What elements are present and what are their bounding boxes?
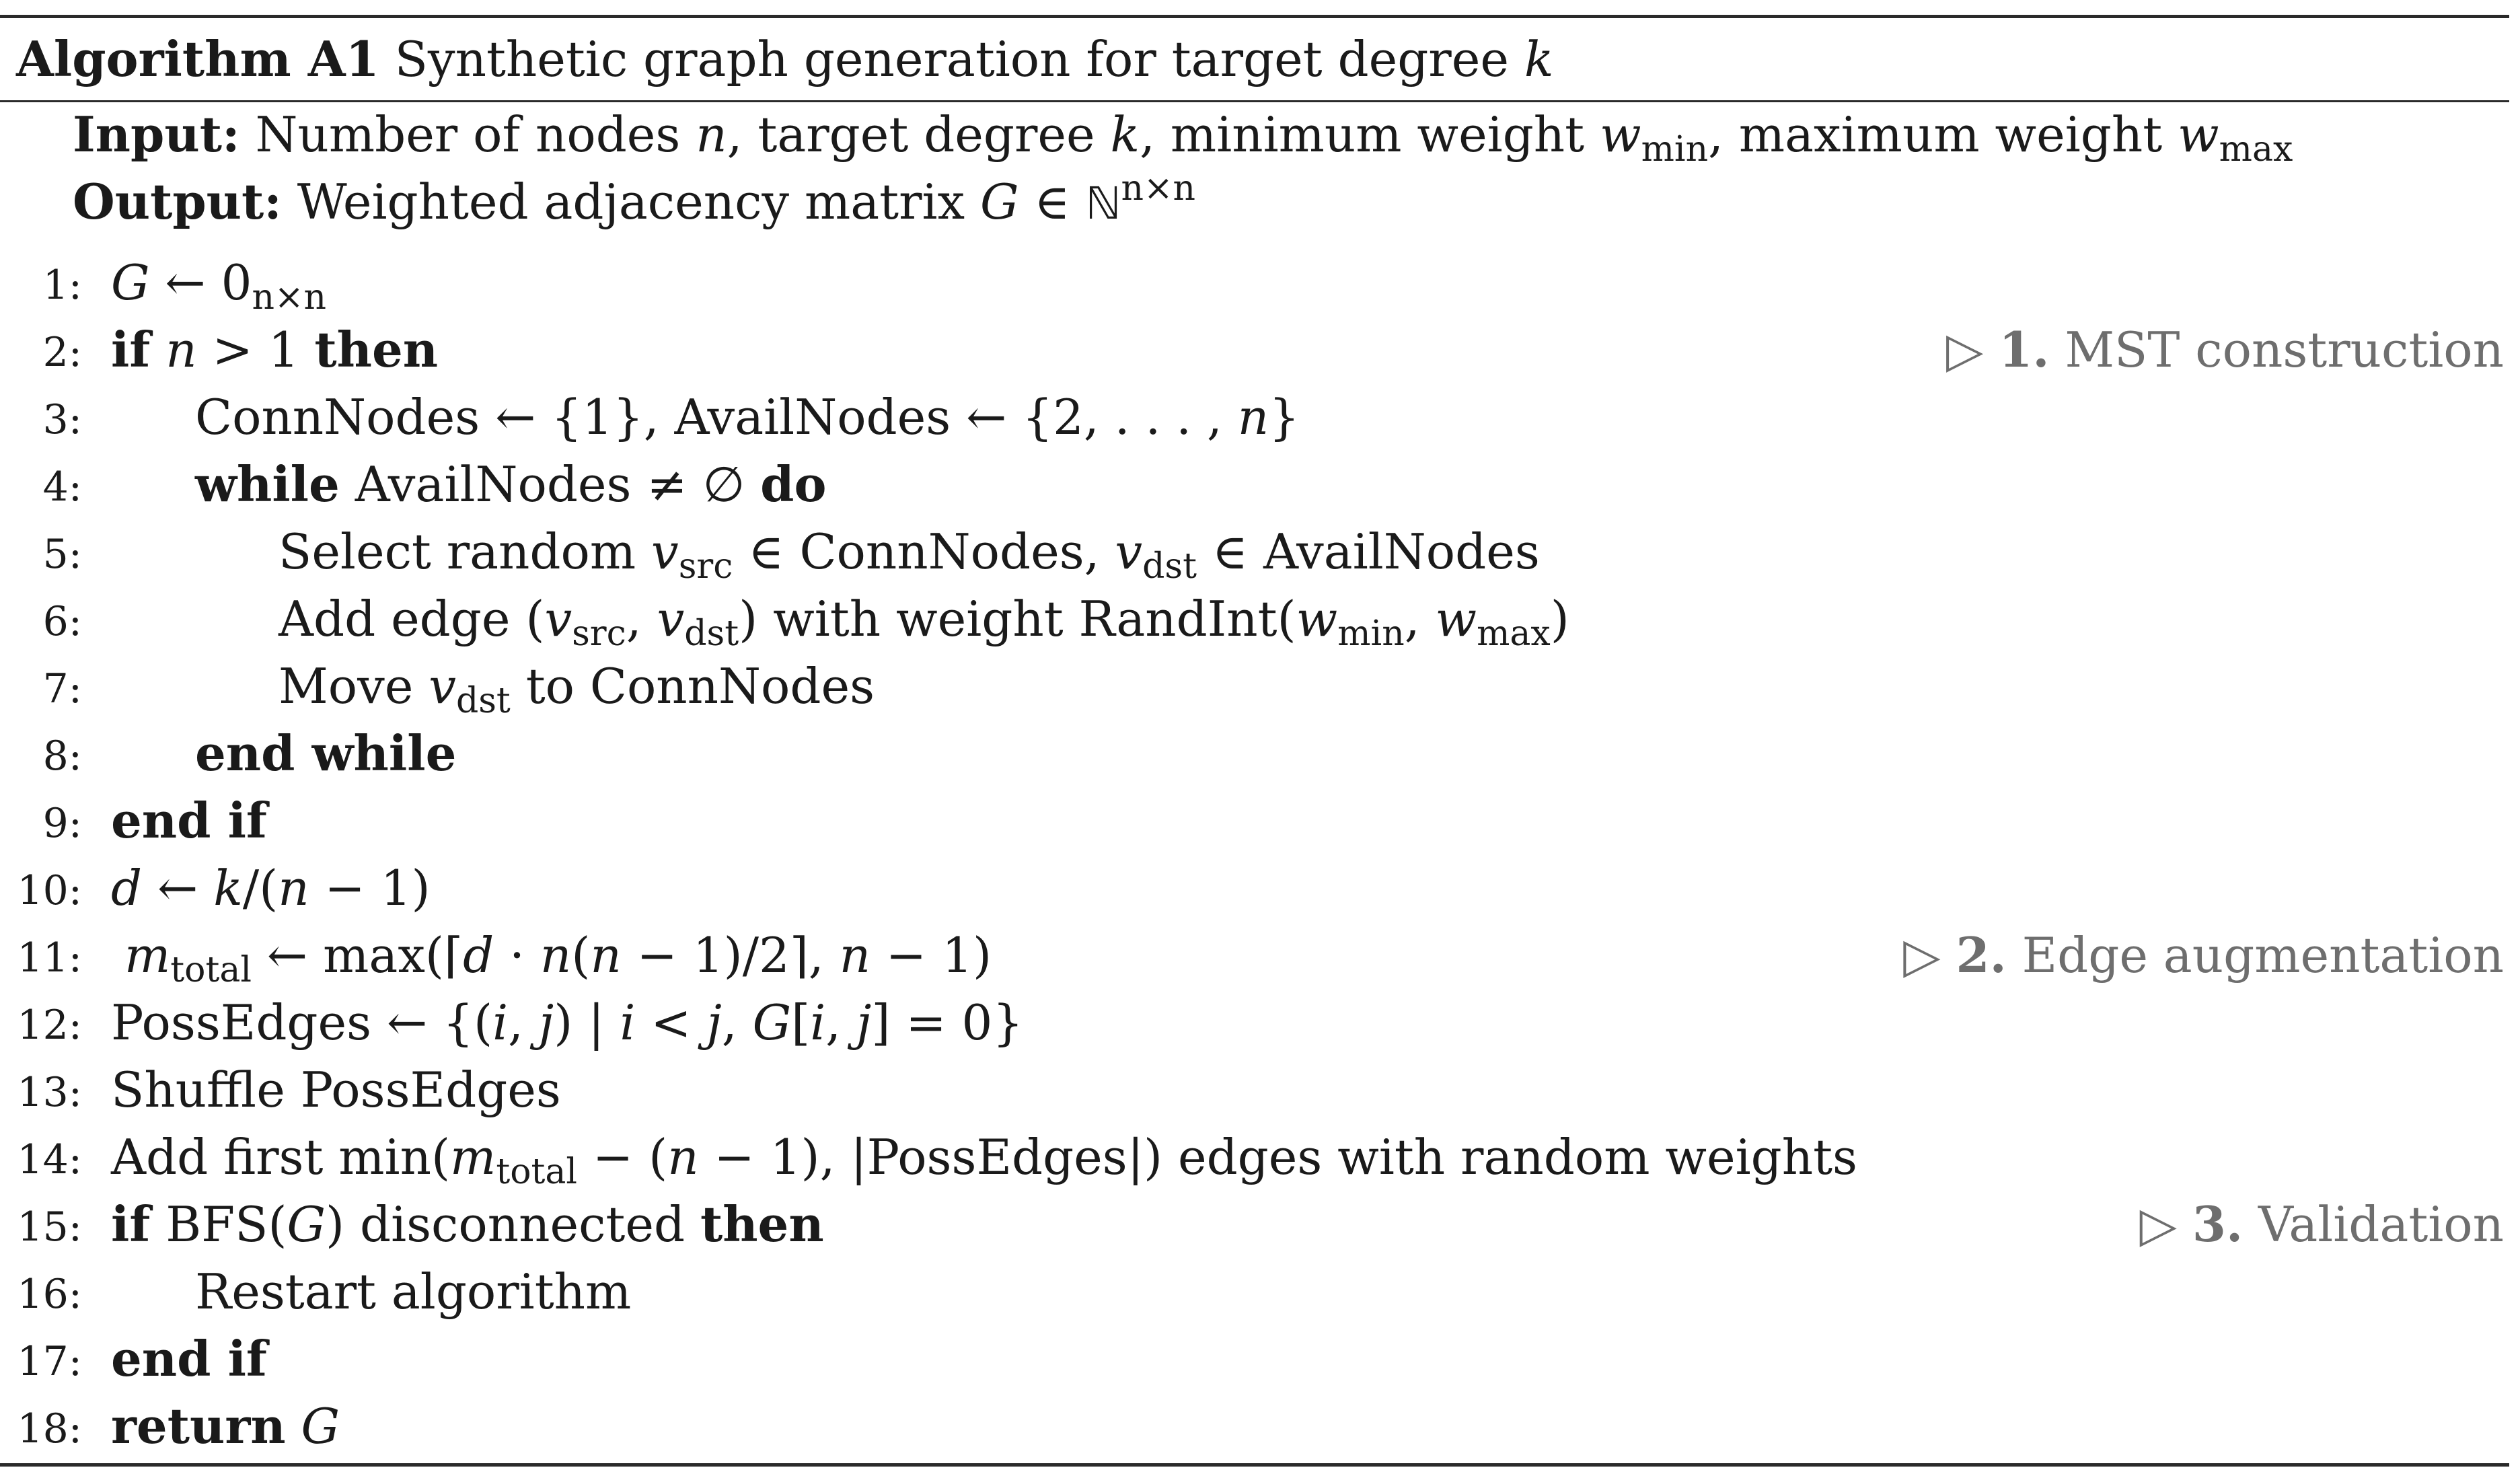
code-var: G	[285, 1398, 340, 1454]
code-text: − 1)	[870, 927, 992, 984]
line-number: 5:	[42, 531, 82, 578]
line-code	[195, 451, 827, 518]
algo-line-2	[0, 316, 2509, 383]
algorithm-caption	[16, 26, 1553, 93]
line-code	[111, 1393, 340, 1460]
line-number: 4:	[42, 464, 82, 511]
output-superscript: n×n	[1121, 168, 1196, 209]
code-text: ) disconnected	[326, 1196, 700, 1253]
keyword: if	[111, 1195, 151, 1253]
code-subscript: total	[170, 950, 252, 990]
line-number: 16:	[17, 1271, 82, 1318]
code-var: n	[150, 322, 197, 378]
comment-text: MST construction	[2049, 322, 2504, 378]
code-subscript: n×n	[252, 277, 326, 318]
code-var: v	[1115, 523, 1143, 580]
code-text: }	[1269, 389, 1300, 445]
code-text: − 1)	[309, 860, 431, 916]
algo-line-17	[0, 1325, 2509, 1393]
comment-number: 2.	[1956, 926, 2007, 984]
input-var: w	[2178, 106, 2219, 163]
code-text: ) |	[554, 994, 620, 1051]
code-text: [	[791, 994, 811, 1051]
code-text: to ConnNodes	[510, 658, 875, 714]
line-code	[111, 1123, 1857, 1191]
code-var: v	[544, 591, 572, 647]
algo-line-12	[0, 989, 2509, 1056]
code-text: ConnNodes ← {1}, AvailNodes ← {2, . . . ,	[195, 389, 1238, 445]
input-subscript: max	[2219, 129, 2293, 170]
code-var: j	[538, 994, 554, 1051]
code-subscript: min	[1337, 614, 1405, 654]
code-var: d	[463, 927, 494, 984]
algo-line-18	[0, 1393, 2509, 1460]
code-var: v	[651, 523, 679, 580]
algo-line-10	[0, 854, 2509, 922]
code-text: ] = 0}	[871, 994, 1024, 1051]
comment-number: 3.	[2192, 1195, 2244, 1253]
code-text: ∈ ConnNodes,	[733, 523, 1115, 580]
output-text: Weighted adjacency matrix	[297, 174, 981, 230]
line-code	[111, 1191, 824, 1258]
algo-line-14	[0, 1123, 2509, 1191]
code-text: ·	[494, 927, 540, 984]
comment-augmentation	[1903, 922, 2504, 989]
caption-title: Synthetic graph generation for target degree	[394, 31, 1509, 87]
comment-text: Edge augmentation	[2006, 927, 2504, 984]
code-subscript: dst	[684, 614, 739, 654]
code-var: n	[839, 927, 871, 984]
line-number: 8:	[42, 733, 82, 780]
code-var: i	[620, 994, 636, 1051]
code-text: Select random	[279, 523, 652, 580]
algo-line-1	[0, 249, 2509, 316]
comment-triangle-icon: ▷	[1946, 322, 1984, 378]
comment-text: Validation	[2243, 1196, 2504, 1253]
line-code	[124, 922, 992, 989]
code-var: j	[856, 994, 872, 1051]
code-subscript: src	[572, 614, 626, 654]
code-text: ←	[142, 860, 214, 916]
comment-mst	[1946, 316, 2504, 383]
code-var: d	[111, 860, 143, 916]
input-var: n	[696, 106, 727, 163]
code-var: G	[287, 1196, 326, 1253]
caption-label: Algorithm A1	[16, 30, 379, 87]
keyword: end if	[111, 792, 267, 849]
keyword: end if	[111, 1330, 267, 1387]
code-text: − (	[577, 1129, 668, 1185]
line-code	[195, 383, 1300, 451]
line-code	[279, 653, 875, 720]
code-text: Shuffle PossEdges	[111, 1062, 561, 1118]
line-code	[279, 585, 1569, 653]
line-code	[279, 518, 1540, 585]
code-text: ← max(⌈	[252, 927, 464, 984]
algo-line-16	[0, 1258, 2509, 1325]
code-text: /(	[242, 860, 279, 916]
line-number: 17:	[17, 1338, 82, 1385]
code-var: i	[810, 994, 826, 1051]
code-subscript: total	[496, 1152, 578, 1192]
code-subscript: src	[678, 546, 733, 587]
line-number: 3:	[42, 396, 82, 443]
output-line	[73, 168, 1195, 237]
top-rule	[0, 15, 2509, 18]
line-number: 18:	[17, 1405, 82, 1452]
comment-number: 1.	[1999, 321, 2050, 378]
code-var: n	[1237, 389, 1269, 445]
code-text: Restart algorithm	[195, 1263, 632, 1320]
line-number: 7:	[42, 665, 82, 712]
code-text: ← 0	[149, 254, 252, 311]
code-var: m	[124, 927, 171, 984]
algo-line-9	[0, 787, 2509, 854]
line-code	[111, 316, 438, 383]
input-text: , minimum weight	[1140, 106, 1600, 163]
code-var: G	[111, 254, 150, 311]
keyword: do	[760, 455, 827, 513]
input-text: , maximum weight	[1708, 106, 2178, 163]
code-subscript: max	[1477, 614, 1551, 654]
code-var: k	[213, 860, 243, 916]
algo-line-3	[0, 383, 2509, 451]
code-var: n	[278, 860, 309, 916]
code-subscript: dst	[455, 681, 511, 721]
code-text: PossEdges ← {(	[111, 994, 493, 1051]
code-text: )	[1550, 591, 1569, 647]
code-var: m	[450, 1129, 496, 1185]
caption-var: k	[1524, 31, 1554, 87]
code-text: <	[635, 994, 707, 1051]
line-number: 12:	[17, 1002, 82, 1049]
line-code	[111, 854, 431, 922]
code-var: n	[540, 927, 572, 984]
line-number: 15:	[17, 1204, 82, 1251]
code-text: ,	[825, 994, 857, 1051]
code-text: Add edge (	[279, 591, 545, 647]
line-number: 2:	[42, 329, 82, 376]
algo-line-13	[0, 1056, 2509, 1123]
code-var: w	[1435, 591, 1477, 647]
comment-triangle-icon: ▷	[2139, 1196, 2177, 1253]
comment-validation	[2140, 1191, 2504, 1258]
code-text: > 1	[196, 322, 315, 378]
input-label: Input:	[73, 106, 240, 163]
code-text: BFS(	[150, 1196, 287, 1253]
code-text: (	[571, 927, 591, 984]
algo-line-6	[0, 585, 2509, 653]
keyword: end while	[195, 725, 457, 782]
keyword: then	[700, 1195, 824, 1253]
naturals-symbol: ℕ	[1085, 178, 1121, 229]
output-label: Output:	[73, 173, 282, 230]
algo-line-11	[0, 922, 2509, 989]
line-number: 1:	[42, 262, 82, 309]
algo-line-15	[0, 1191, 2509, 1258]
input-text: Number of nodes	[255, 106, 696, 163]
code-text: AvailNodes ≠ ∅	[339, 456, 761, 513]
code-text: ∈ AvailNodes	[1196, 523, 1540, 580]
line-number: 9:	[42, 800, 82, 847]
keyword: if	[111, 321, 151, 378]
code-var: j	[706, 994, 722, 1051]
code-text: ,	[626, 591, 657, 647]
algo-line-8	[0, 720, 2509, 787]
code-text: ,	[1404, 591, 1436, 647]
code-text: − 1)/2⌉,	[621, 927, 840, 984]
output-var: G	[980, 174, 1019, 230]
code-var: n	[590, 927, 622, 984]
code-text: ) with weight RandInt(	[739, 591, 1296, 647]
input-text: , target degree	[727, 106, 1111, 163]
algo-line-7	[0, 653, 2509, 720]
code-var: G	[752, 994, 792, 1051]
line-number: 6:	[42, 598, 82, 645]
code-text: − 1), |PossEdges|) edges with random weights	[698, 1129, 1857, 1185]
input-line	[73, 101, 2293, 168]
code-text: Move	[279, 658, 429, 714]
code-var: i	[492, 994, 509, 1051]
comment-triangle-icon: ▷	[1903, 927, 1941, 984]
code-subscript: dst	[1142, 546, 1197, 587]
input-subscript: min	[1641, 129, 1709, 170]
line-number: 10:	[17, 867, 82, 914]
code-text: ,	[508, 994, 539, 1051]
keyword: while	[195, 455, 340, 513]
keyword: return	[111, 1397, 286, 1454]
line-number: 13:	[17, 1069, 82, 1116]
line-number: 14:	[17, 1136, 82, 1183]
algo-line-4	[0, 451, 2509, 518]
line-code	[111, 989, 1023, 1056]
line-number: 11:	[17, 934, 82, 982]
input-var: w	[1599, 106, 1641, 163]
code-var: v	[657, 591, 685, 647]
code-var: w	[1296, 591, 1338, 647]
code-var: n	[667, 1129, 699, 1185]
line-code	[111, 249, 326, 316]
code-var: v	[429, 658, 456, 714]
output-text: ∈	[1018, 174, 1086, 230]
keyword: then	[314, 321, 439, 378]
algo-line-5	[0, 518, 2509, 585]
code-text: ,	[721, 994, 753, 1051]
code-text: Add first min(	[111, 1129, 451, 1185]
bottom-rule	[0, 1463, 2509, 1467]
input-var: k	[1110, 106, 1140, 163]
